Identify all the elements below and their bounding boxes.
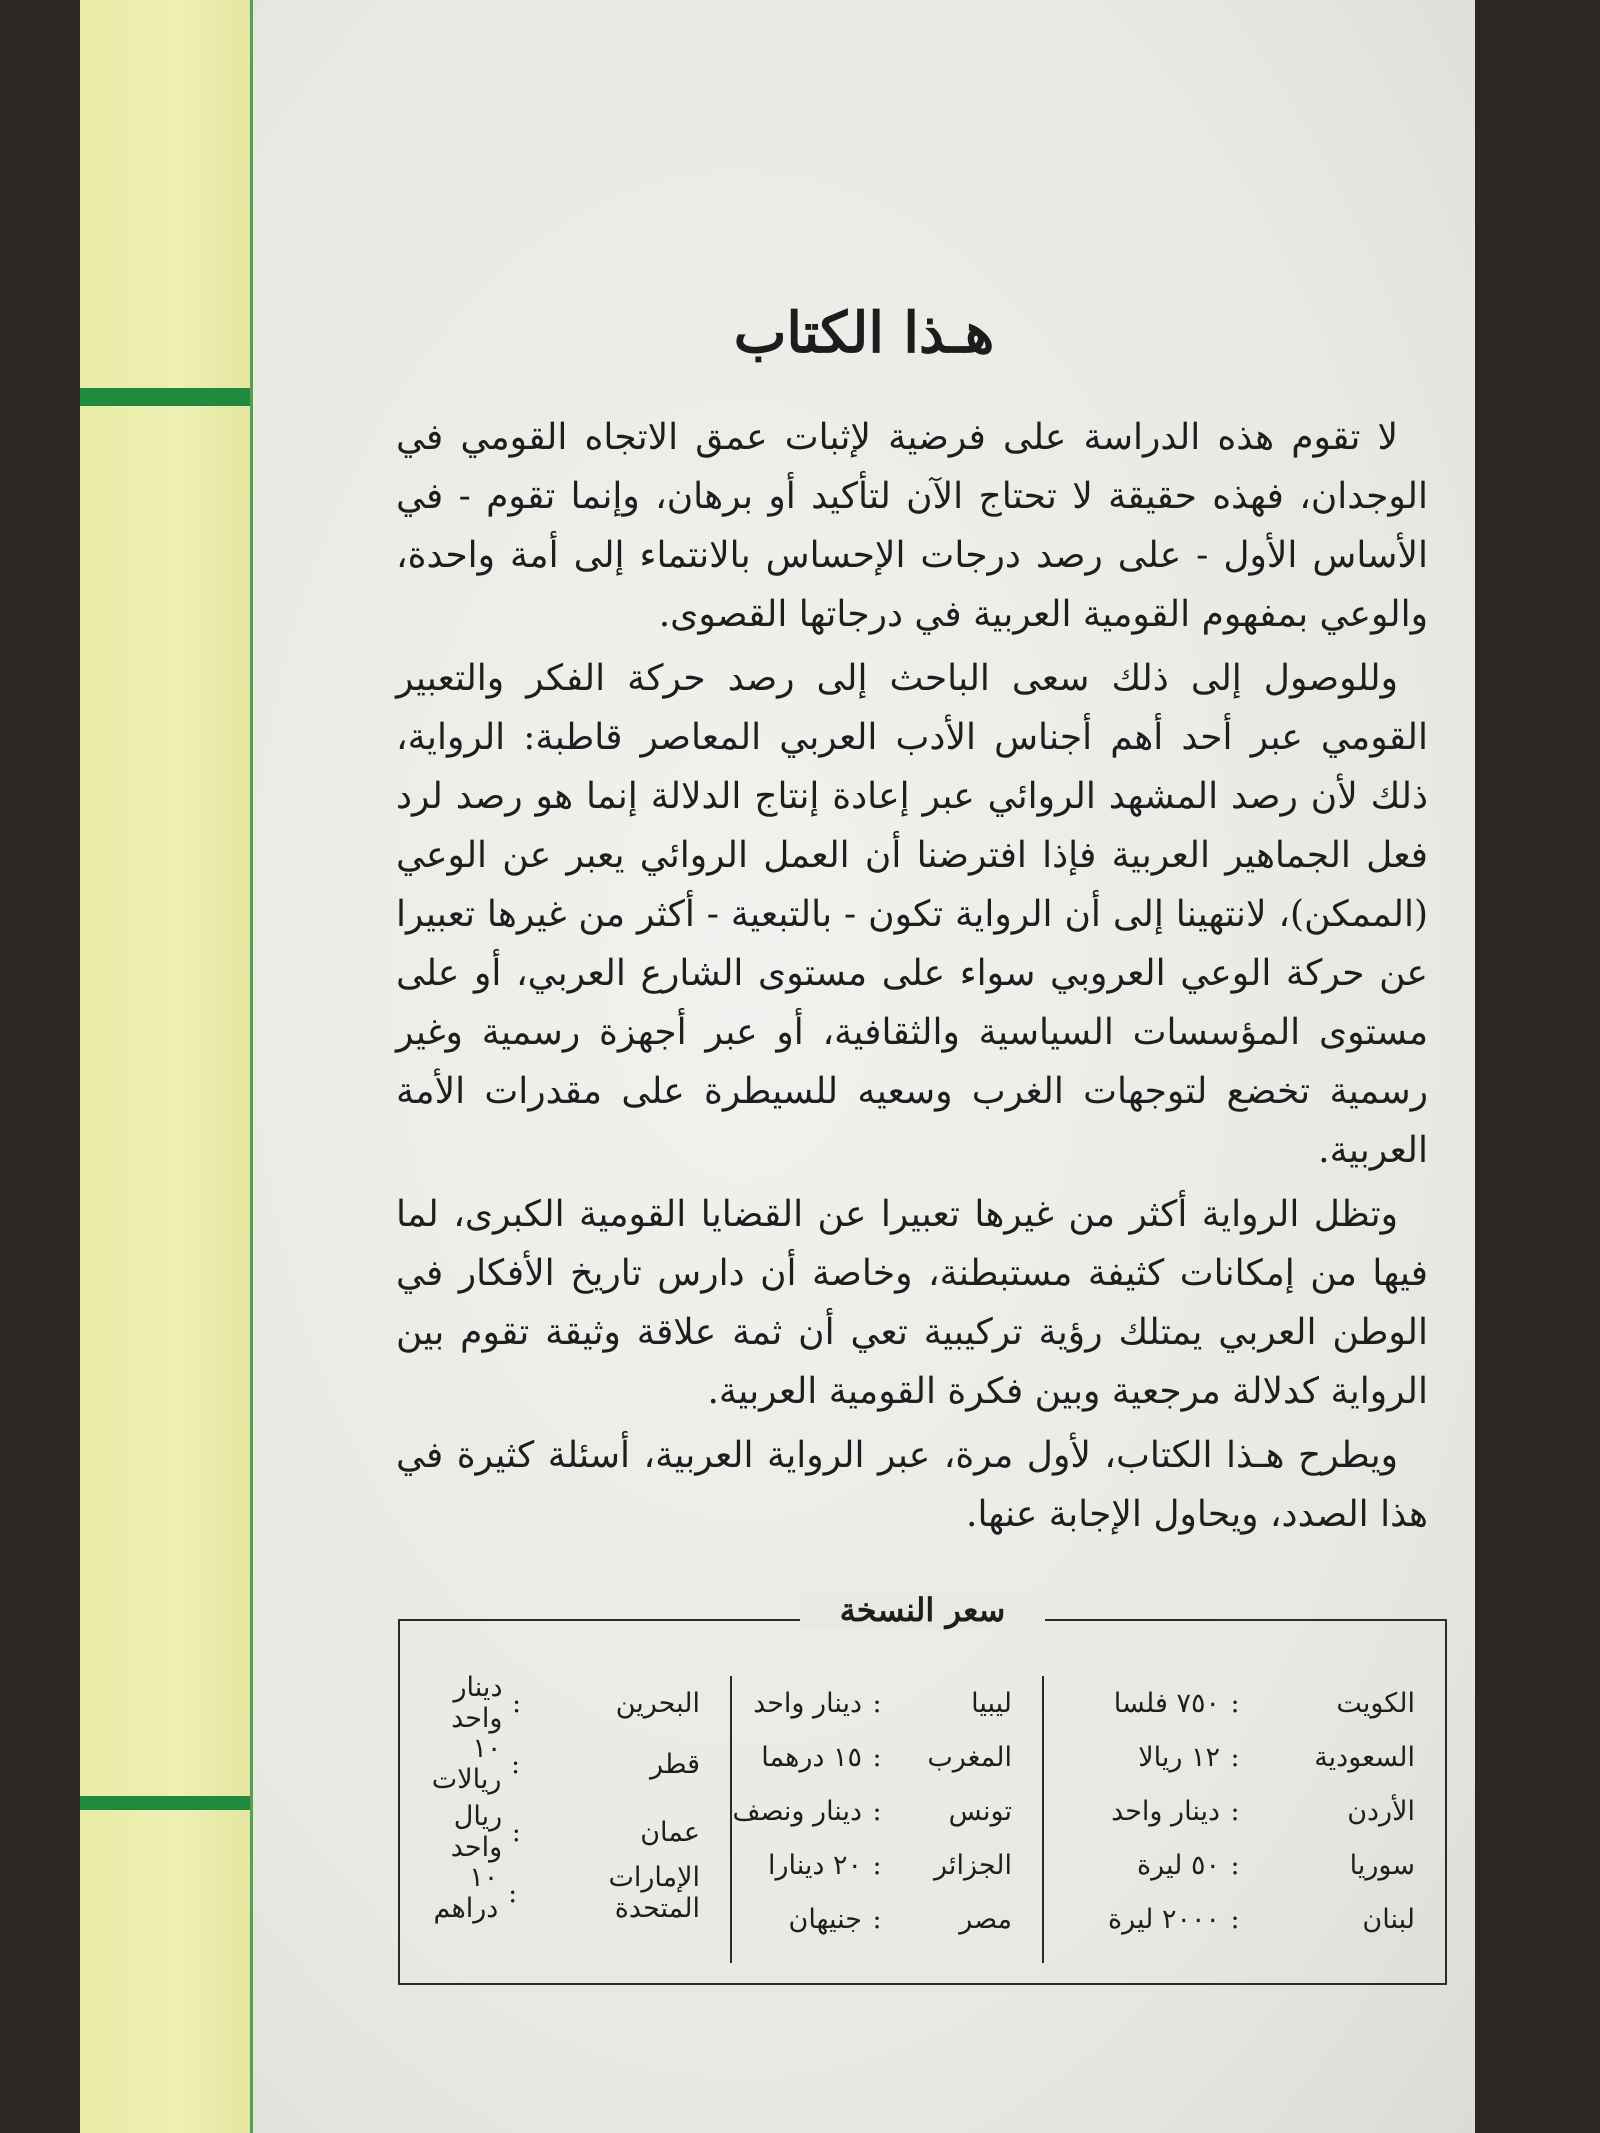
separator: : — [872, 1903, 882, 1935]
page-title: هـذا الكتاب — [733, 300, 995, 366]
price-value: ١٠ دراهم — [433, 1862, 499, 1924]
price-row — [400, 1672, 730, 1734]
separator: : — [511, 1816, 521, 1848]
separator: : — [1230, 1903, 1240, 1935]
separator: : — [872, 1687, 882, 1719]
price-column-2 — [730, 1676, 1044, 1963]
price-row — [1044, 1892, 1445, 1946]
price-row — [1044, 1784, 1445, 1838]
price-table — [398, 1591, 1447, 1985]
price-row — [1044, 1676, 1445, 1730]
country-name: مصر — [959, 1903, 1012, 1935]
country-name: الإمارات المتحدة — [608, 1862, 700, 1924]
blurb-text — [396, 408, 1428, 1549]
price-table-title — [400, 1591, 1445, 1629]
price-value: ٧٥٠ فلسا — [1113, 1687, 1220, 1719]
price-row — [732, 1730, 1042, 1784]
price-column-3 — [400, 1672, 730, 1963]
country-name: السعودية — [1314, 1741, 1415, 1773]
separator: : — [511, 1748, 521, 1780]
price-value: ١٠ ريالات — [431, 1733, 502, 1795]
paragraph: لا تقوم هذه الدراسة على فرضية لإثبات عمق الاتجاه القومي في الوجدان، فهذه حقيقة لا تحتاج الآن لتأكيد أو برهان، وإنما تقوم - في الأساس الأول - على رصد درجات الإحساس بالانتماء إلى أمة واحدة، والوعي بمفهوم القومية العربية في درجاتها القصوى. — [396, 417, 1428, 635]
price-value: دينار ونصف — [732, 1795, 862, 1827]
country-name: سوريا — [1349, 1849, 1415, 1881]
separator: : — [1230, 1741, 1240, 1773]
separator: : — [512, 1687, 522, 1719]
country-name: المغرب — [927, 1741, 1012, 1773]
separator: : — [1230, 1687, 1240, 1719]
cover-panel — [253, 0, 1475, 2133]
spine-stripe-bottom — [80, 1796, 250, 1810]
price-row — [732, 1838, 1042, 1892]
price-value: ١٥ درهما — [761, 1741, 862, 1773]
paragraph: وللوصول إلى ذلك سعى الباحث إلى رصد حركة الفكر والتعبير القومي عبر أحد أهم أجناس الأدب العربي المعاصر قاطبة: الرواية، ذلك لأن رصد المشهد الروائي عبر إعادة إنتاج الدلالة إنما هو رصد لرد فعل الجماهير العربية فإذا افترضنا أن العمل الروائي يعبر عن الوعي (الممكن)، لانتهينا إلى أن الرواية تكون - بالتبعية - أكثر من غيرها تعبيرا عن حركة الوعي العروبي سواء على مستوى الشارع العربي، أو على مستوى المؤسسات السياسية والثقافية، أو عبر أجهزة رسمية وغير رسمية تخضع لتوجهات الغرب وسعيه للسيطرة على مقدرات الأمة العربية. — [396, 658, 1428, 1171]
country-name: ليبيا — [971, 1687, 1012, 1719]
separator: : — [872, 1849, 882, 1881]
separator: : — [1230, 1795, 1240, 1827]
country-name: البحرين — [615, 1687, 700, 1719]
price-row — [732, 1784, 1042, 1838]
paragraph: وتظل الرواية أكثر من غيرها تعبيرا عن القضايا القومية الكبرى، لما فيها من إمكانات كثيفة مستبطنة، وخاصة أن دارس تاريخ الأفكار في الوطن العربي يمتلك رؤية تركيبية تعي أن ثمة علاقة وثيقة تقوم بين الرواية كدلالة مرجعية وبين فكرة القومية العربية. — [396, 1194, 1428, 1412]
price-value: دينار واحد — [451, 1672, 503, 1734]
price-row — [732, 1676, 1042, 1730]
price-row — [732, 1892, 1042, 1946]
price-row — [1044, 1730, 1445, 1784]
price-value: دينار واحد — [753, 1687, 862, 1719]
price-value: دينار واحد — [1111, 1795, 1220, 1827]
book-spine — [80, 0, 253, 2133]
separator: : — [872, 1795, 882, 1827]
price-value: ريال واحد — [450, 1801, 503, 1863]
price-column-1 — [1044, 1676, 1445, 1963]
paragraph: ويطرح هـذا الكتاب، لأول مرة، عبر الرواية العربية، أسئلة كثيرة في هذا الصدد، ويحاول الإجابة عنها. — [396, 1435, 1428, 1535]
country-name: قطر — [650, 1748, 700, 1780]
price-columns — [400, 1672, 1445, 1963]
price-value: ٢٠٠٠ ليرة — [1107, 1903, 1220, 1935]
book-back-cover — [80, 0, 1475, 2133]
price-value: ٥٠ ليرة — [1136, 1849, 1220, 1881]
price-row — [400, 1862, 730, 1924]
country-name: عمان — [640, 1816, 700, 1848]
country-name: تونس — [948, 1795, 1012, 1827]
country-name: الجزائر — [934, 1849, 1012, 1881]
price-row — [1044, 1838, 1445, 1892]
country-name: لبنان — [1362, 1903, 1415, 1935]
country-name: الأردن — [1347, 1795, 1415, 1827]
price-value: ٢٠ دينارا — [767, 1849, 862, 1881]
separator: : — [508, 1877, 518, 1909]
separator: : — [872, 1741, 882, 1773]
spine-stripe-top — [80, 388, 250, 406]
price-title-label: سعر النسخة — [800, 1591, 1046, 1629]
price-value: ١٢ ريالا — [1138, 1741, 1220, 1773]
country-name: الكويت — [1336, 1687, 1415, 1719]
price-value: جنيهان — [788, 1903, 862, 1935]
price-row — [400, 1730, 730, 1798]
separator: : — [1230, 1849, 1240, 1881]
price-row — [400, 1798, 730, 1866]
